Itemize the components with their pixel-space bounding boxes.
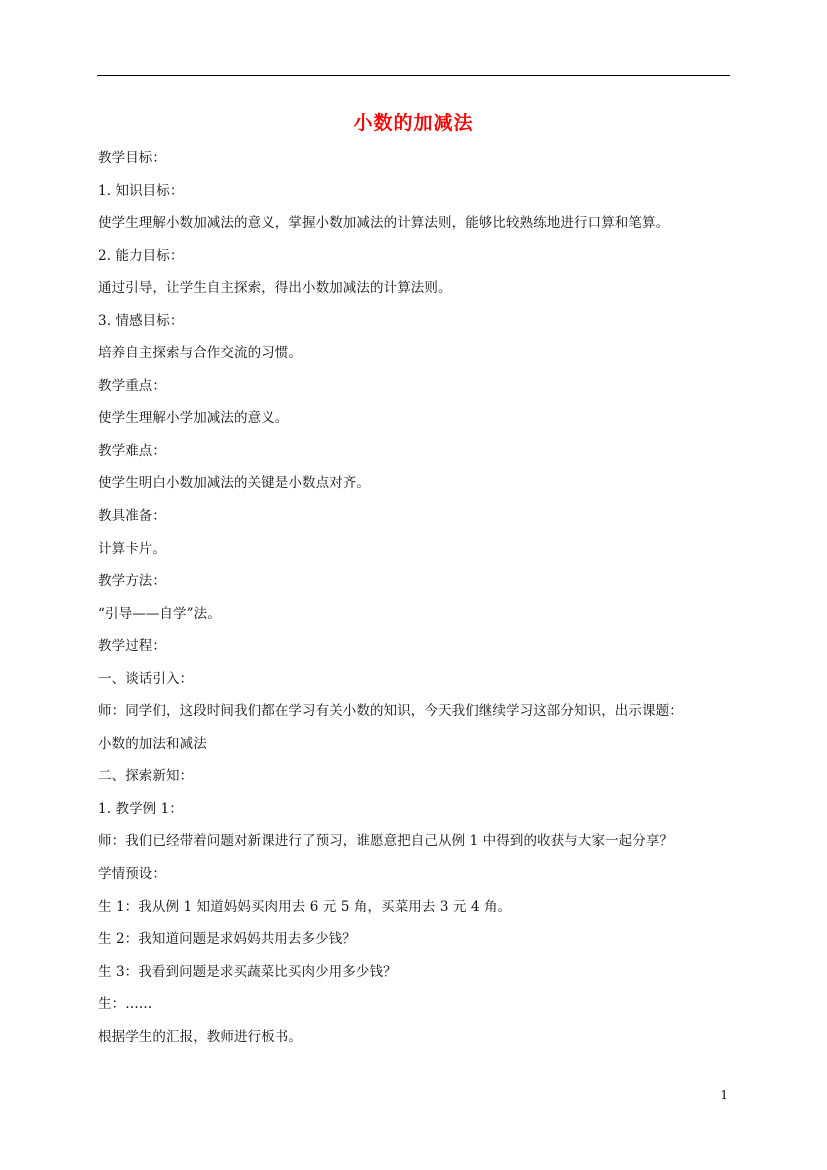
text-line-18: 师：同学们，这段时间我们都在学习有关小数的知识，今天我们继续学习这部分知识，出示课题： (98, 703, 683, 720)
text-line-15: “引导——自学”法。 (98, 605, 221, 622)
text-line-23: 学情预设： (98, 866, 166, 883)
text-line-5: 通过引导，让学生自主探索，得出小数加减法的计算法则。 (98, 280, 452, 297)
text-line-19: 小数的加法和减法 (98, 735, 207, 752)
text-line-9: 使学生理解小学加减法的意义。 (98, 410, 289, 427)
text-line-7: 培养自主探索与合作交流的习惯。 (98, 345, 302, 362)
text-line-14: 教学方法： (98, 573, 166, 590)
text-line-11: 使学生明白小数加减法的关键是小数点对齐。 (98, 475, 370, 492)
text-line-6: 3. 情感目标： (98, 312, 184, 329)
text-line-17: 一、谈话引入： (98, 670, 194, 687)
text-line-22: 师：我们已经带着问题对新课进行了预习，谁愿意把自己从例 1 中得到的收获与大家一起分享？ (98, 833, 674, 850)
text-line-8: 教学重点： (98, 377, 166, 394)
text-line-25: 生 2：我知道问题是求妈妈共用去多少钱？ (98, 931, 356, 948)
text-line-16: 教学过程： (98, 638, 166, 655)
text-line-20: 二、探索新知： (98, 768, 194, 785)
text-line-1: 教学目标： (98, 150, 166, 166)
text-line-2: 1. 知识目标： (98, 182, 184, 199)
text-line-13: 计算卡片。 (98, 540, 166, 557)
text-line-24: 生 1：我从例 1 知道妈妈买肉用去 6 元 5 角，买菜用去 3 元 4 角。 (98, 898, 512, 915)
text-line-28: 根据学生的汇报，教师进行板书。 (98, 1028, 302, 1045)
text-line-12: 教具准备： (98, 508, 166, 525)
text-line-27: 生：…… (98, 996, 153, 1013)
text-line-4: 2. 能力目标： (98, 247, 184, 264)
text-line-10: 教学难点： (98, 442, 166, 459)
text-line-26: 生 3：我看到问题是求买蔬菜比买肉少用多少钱？ (98, 963, 397, 980)
document-title: 小数的加减法 (353, 112, 474, 134)
page-number: 1 (720, 1088, 728, 1102)
text-line-3: 使学生理解小数加减法的意义，掌握小数加减法的计算法则，能够比较熟练地进行口算和笔算。 (98, 215, 670, 232)
document-body (98, 148, 738, 1059)
header-rule (97, 75, 730, 76)
text-line-21: 1. 教学例 1： (98, 800, 183, 817)
